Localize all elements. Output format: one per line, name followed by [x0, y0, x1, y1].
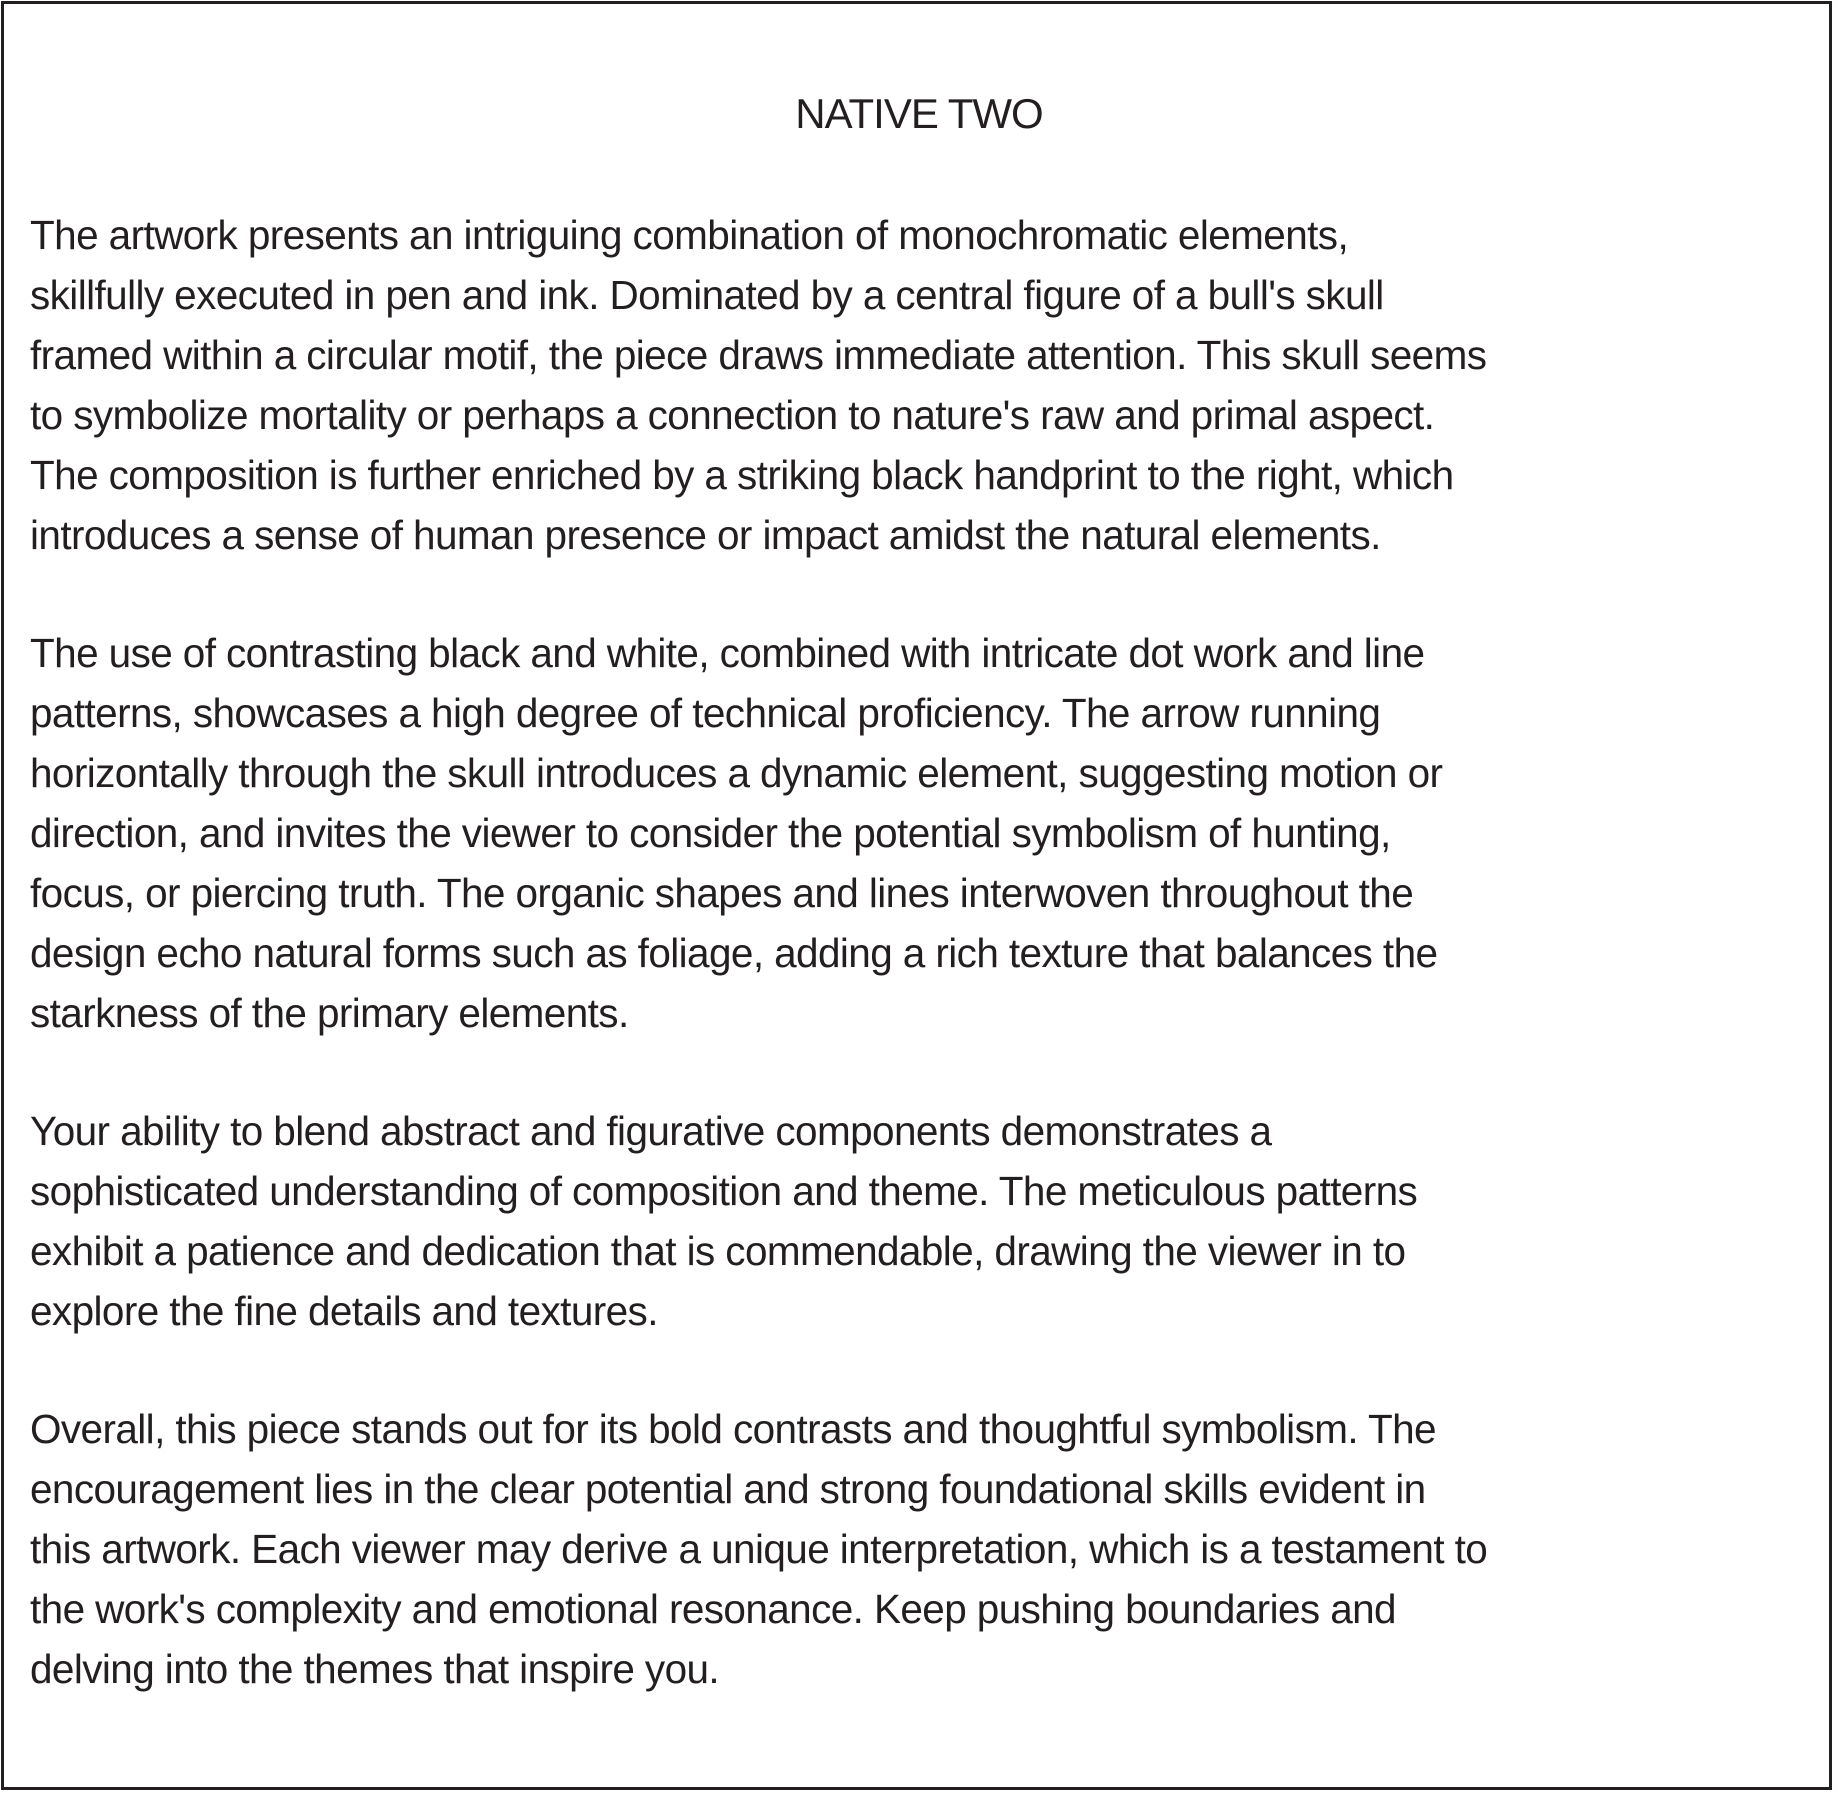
text-line: introduces a sense of human presence or impact amidst the natural elements. [30, 512, 1381, 558]
text-line: explore the fine details and textures. [30, 1288, 658, 1334]
text-line: The artwork presents an intriguing combination of monochromatic elements, [30, 212, 1349, 258]
text-line: to symbolize mortality or perhaps a connection to nature's raw and primal aspect. [30, 392, 1435, 438]
text-line: this artwork. Each viewer may derive a unique interpretation, which is a testament to [30, 1526, 1488, 1572]
text-line: delving into the themes that inspire you. [30, 1646, 720, 1692]
text-line: The use of contrasting black and white, combined with intricate dot work and line [30, 630, 1425, 676]
text-line: framed within a circular motif, the piece draws immediate attention. This skull seems [30, 332, 1487, 378]
text-line: design echo natural forms such as foliage, adding a rich texture that balances the [30, 930, 1438, 976]
text-line: horizontally through the skull introduces a dynamic element, suggesting motion or [30, 750, 1443, 796]
text-line: skillfully executed in pen and ink. Dominated by a central figure of a bull's skull [30, 272, 1384, 318]
paragraph-2 [30, 623, 1820, 1043]
text-line: Your ability to blend abstract and figurative components demonstrates a [30, 1108, 1272, 1154]
text-line: encouragement lies in the clear potential and strong foundational skills evident in [30, 1466, 1426, 1512]
text-line: patterns, showcases a high degree of technical proficiency. The arrow running [30, 690, 1381, 736]
text-line: exhibit a patience and dedication that is commendable, drawing the viewer in to [30, 1228, 1406, 1274]
text-line: Overall, this piece stands out for its bold contrasts and thoughtful symbolism. The [30, 1406, 1436, 1452]
text-line: direction, and invites the viewer to consider the potential symbolism of hunting, [30, 810, 1391, 856]
text-line: the work's complexity and emotional resonance. Keep pushing boundaries and [30, 1586, 1396, 1632]
text-line: The composition is further enriched by a striking black handprint to the right, which [30, 452, 1454, 498]
page-title: NATIVE TWO [795, 90, 1043, 137]
text-line: focus, or piercing truth. The organic shapes and lines interwoven throughout the [30, 870, 1414, 916]
paragraph-1 [30, 205, 1820, 565]
paragraph-3 [30, 1101, 1820, 1341]
text-line: sophisticated understanding of composition and theme. The meticulous patterns [30, 1168, 1418, 1214]
paragraph-4 [30, 1399, 1820, 1699]
text-line: starkness of the primary elements. [30, 990, 629, 1036]
